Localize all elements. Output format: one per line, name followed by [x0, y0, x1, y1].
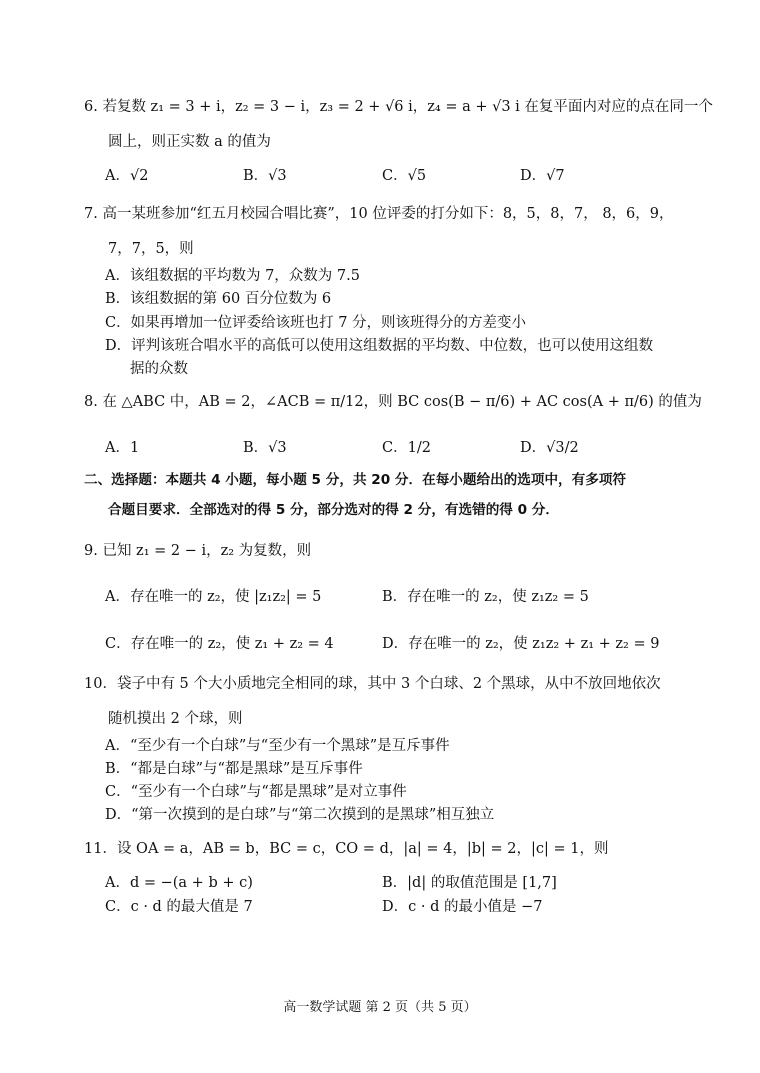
q7-option-b: B．该组数据的第 60 百分位数为 6 — [105, 291, 332, 307]
q11-option-a: A．d = −(a + b + c) — [105, 875, 253, 891]
q9-option-a: A．存在唯一的 z₂，使 |z₁z₂| = 5 — [105, 589, 322, 605]
q8-stem: 8. 在 △ABC 中，AB = 2，∠ACB = π/12，则 BC cos(B − π/6) + AC cos(A + π/6) 的值为 — [84, 394, 702, 410]
q10-option-d: D．“第一次摸到的是白球”与“第二次摸到的是黑球”相互独立 — [105, 807, 495, 823]
q7-option-c: C．如果再增加一位评委给该班也打 7 分，则该班得分的方差变小 — [105, 315, 527, 331]
q10-option-c: C．“至少有一个白球”与“都是黑球”是对立事件 — [105, 784, 407, 800]
q8-option-b: B．√3 — [243, 440, 287, 456]
q11-option-b: B．|d| 的取值范围是 [1,7] — [382, 875, 557, 891]
q8-option-c: C．1/2 — [382, 440, 431, 456]
q11-option-d: D．c · d 的最小值是 −7 — [382, 899, 543, 915]
q7-option-a: A．该组数据的平均数为 7，众数为 7.5 — [105, 268, 360, 284]
page-footer: 高一数学试题 第 2 页（共 5 页） — [283, 1000, 477, 1015]
q7-stem-line2: 7，7，5，则 — [108, 241, 194, 257]
q6-option-a: A．√2 — [105, 168, 149, 184]
q10-option-b: B．“都是白球”与“都是黑球”是互斥事件 — [105, 761, 363, 777]
q6-option-c: C．√5 — [382, 168, 427, 184]
section2-heading-line1: 二、选择题：本题共 4 小题，每小题 5 分，共 20 分．在每小题给出的选项中，有多项符 — [84, 472, 627, 488]
q7-stem-line1: 7. 高一某班参加“红五月校园合唱比赛”，10 位评委的打分如下：8，5，8，7， 8，6，9， — [84, 206, 674, 222]
q6-stem-line2: 圆上，则正实数 a 的值为 — [108, 134, 271, 150]
q6-stem-line1: 6. 若复数 z₁ = 3 + i，z₂ = 3 − i，z₃ = 2 + √6 i，z₄ = a + √3 i 在复平面内对应的点在同一个 — [84, 99, 713, 115]
q8-option-a: A．1 — [105, 440, 140, 456]
section2-heading-line2: 合题目要求．全部选对的得 5 分，部分选对的得 2 分，有选错的得 0 分． — [108, 502, 559, 518]
q8-option-d: D．√3/2 — [520, 440, 579, 456]
q9-option-d: D．存在唯一的 z₂，使 z₁z₂ + z₁ + z₂ = 9 — [382, 636, 660, 652]
q11-option-c: C．c · d 的最大值是 7 — [105, 899, 253, 915]
q9-option-b: B．存在唯一的 z₂，使 z₁z₂ = 5 — [382, 589, 589, 605]
q10-stem-line1: 10．袋子中有 5 个大小质地完全相同的球，其中 3 个白球、2 个黑球，从中不放回地依次 — [84, 676, 661, 692]
q6-option-b: B．√3 — [243, 168, 287, 184]
q11-stem: 11．设 OA = a，AB = b，BC = c，CO = d，|a| = 4，|b| = 2，|c| = 1，则 — [84, 841, 609, 857]
q10-option-a: A．“至少有一个白球”与“至少有一个黑球”是互斥事件 — [105, 738, 450, 754]
q6-option-d: D．√7 — [520, 168, 565, 184]
q10-stem-line2: 随机摸出 2 个球，则 — [108, 711, 243, 727]
q9-stem: 9. 已知 z₁ = 2 − i，z₂ 为复数，则 — [84, 543, 312, 559]
q9-option-c: C．存在唯一的 z₂，使 z₁ + z₂ = 4 — [105, 636, 334, 652]
q7-option-d-cont: 据的众数 — [130, 361, 188, 377]
q7-option-d: D．评判该班合唱水平的高低可以使用这组数据的平均数、中位数，也可以使用这组数 — [105, 338, 654, 354]
